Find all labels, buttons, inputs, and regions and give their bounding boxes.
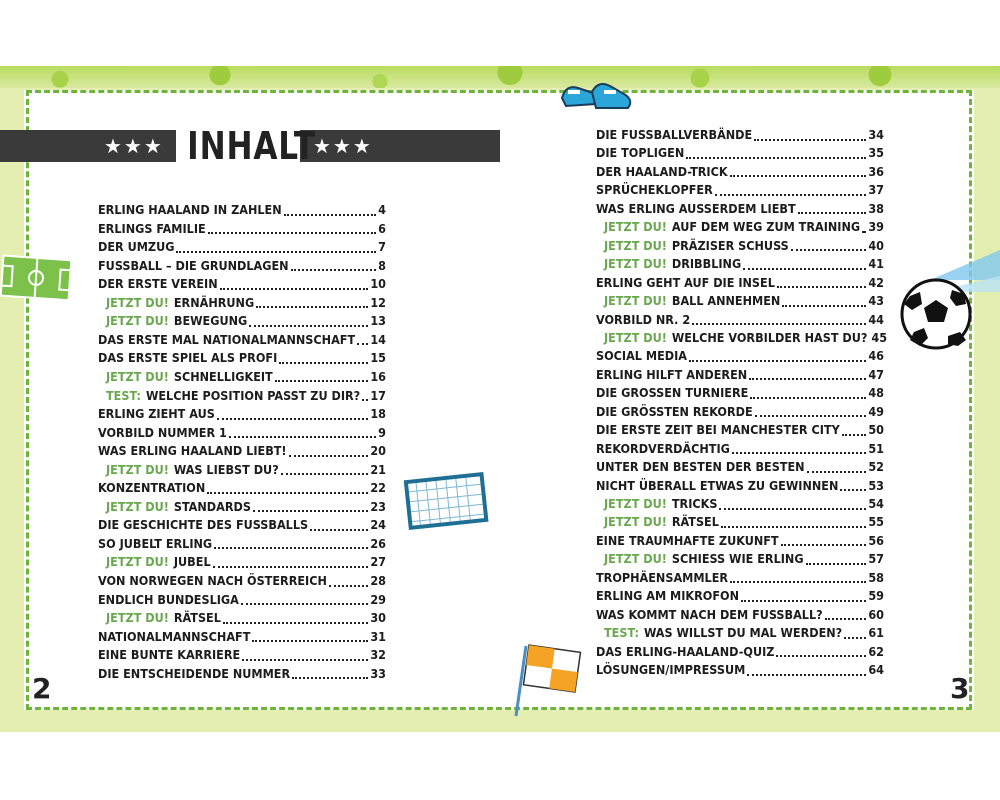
toc-entry-label: SO JUBELT ERLING <box>98 535 213 551</box>
toc-entry-label: DRIBBLING <box>671 256 742 272</box>
toc-entry-leader-dots <box>213 555 369 568</box>
toc-entry <box>596 421 884 439</box>
toc-entry-prefix: JETZT DU! <box>604 496 667 511</box>
toc-entry-page-number: 58 <box>868 569 884 585</box>
toc-entry <box>98 405 386 423</box>
toc-entry-page-number: 61 <box>868 625 884 641</box>
toc-entry-label: REKORDVERDÄCHTIG <box>596 440 730 456</box>
toc-entry-prefix: JETZT DU! <box>604 219 667 235</box>
toc-entry <box>596 274 884 292</box>
toc-entry-leader-dots <box>732 441 866 454</box>
toc-entry <box>596 200 884 218</box>
toc-entry-page-number: 57 <box>868 551 884 567</box>
toc-entry-label: DIE TOPLIGEN <box>596 145 685 161</box>
toc-entry <box>98 665 386 683</box>
toc-entry-leader-dots <box>755 404 867 417</box>
toc-entry-label: DER UMZUG <box>98 239 175 255</box>
toc-entry <box>106 461 386 479</box>
toc-entry-label: SCHNELLIGKEIT <box>173 368 273 384</box>
page-number-left: 2 <box>32 672 52 705</box>
toc-entry-page-number: 48 <box>868 385 884 401</box>
toc-entry-page-number: 4 <box>378 202 386 217</box>
toc-entry <box>106 387 386 405</box>
toc-entry-label: ENDLICH BUNDESLIGA <box>98 591 239 607</box>
toc-entry-label: RÄTSEL <box>671 514 719 530</box>
toc-entry-label: DAS ERSTE MAL NATIONALMANNSCHAFT <box>98 331 356 347</box>
toc-entry-label: TROPHÄENSAMMLER <box>596 569 729 585</box>
toc-entry <box>596 606 884 624</box>
toc-entry-page-number: 55 <box>868 514 884 530</box>
toc-entry-leader-dots <box>214 536 368 549</box>
toc-entry <box>106 294 386 312</box>
toc-entry-page-number: 44 <box>868 311 884 327</box>
toc-entry-page-number: 56 <box>868 532 884 548</box>
toc-entry <box>106 609 386 627</box>
toc-entry-page-number: 7 <box>378 239 386 255</box>
toc-entry-page-number: 29 <box>370 591 386 607</box>
toc-entry-prefix: JETZT DU! <box>604 514 667 530</box>
toc-entry-label: DIE GESCHICHTE DES FUSSBALLS <box>98 517 309 533</box>
toc-entry-leader-dots <box>743 257 866 270</box>
toc-entry-page-number: 35 <box>868 145 884 161</box>
toc-entry-page-number: 28 <box>370 573 386 588</box>
soccer-ball-icon <box>890 240 1000 360</box>
toc-entry <box>604 329 888 347</box>
toc-entry-leader-dots <box>249 314 368 327</box>
toc-entry-page-number: 6 <box>378 220 386 236</box>
toc-entry-page-number: 36 <box>868 163 884 179</box>
toc-entry-prefix: JETZT DU! <box>604 256 667 272</box>
toc-entry-prefix: JETZT DU! <box>604 551 667 567</box>
toc-entry-leader-dots <box>781 533 867 546</box>
toc-entry-label: BALL ANNEHMEN <box>671 293 781 309</box>
toc-entry-label: WELCHE VORBILDER HAST DU? <box>671 329 868 345</box>
toc-entry-label: JUBEL <box>173 554 211 570</box>
toc-entry-prefix: JETZT DU! <box>106 461 169 477</box>
toc-entry-leader-dots <box>176 240 376 253</box>
toc-entry-label: WAS ERLING HAALAND LIEBT! <box>98 443 287 459</box>
toc-entry-page-number: 51 <box>868 440 884 456</box>
toc-entry-label: RÄTSEL <box>173 610 221 626</box>
toc-entry <box>106 368 386 386</box>
toc-entry-page-number: 17 <box>370 387 386 403</box>
toc-entry <box>596 366 884 384</box>
toc-entry-leader-dots <box>741 589 866 602</box>
toc-entry-page-number: 47 <box>868 366 884 382</box>
toc-entry <box>98 572 386 590</box>
toc-entry <box>98 479 386 497</box>
toc-entry-page-number: 37 <box>868 182 884 198</box>
toc-entry-prefix: JETZT DU! <box>106 498 169 514</box>
toc-entry-page-number: 33 <box>370 665 386 681</box>
toc-entry <box>596 144 884 162</box>
toc-entry-leader-dots <box>754 128 866 141</box>
toc-entry <box>98 628 386 646</box>
toc-entry-prefix: JETZT DU! <box>604 293 667 309</box>
toc-entry-leader-dots <box>256 295 368 308</box>
toc-entry-label: SOCIAL MEDIA <box>596 348 687 364</box>
stars-left: ★★★ <box>104 134 164 158</box>
toc-entry-page-number: 16 <box>370 368 386 384</box>
toc-entry-label: SPRÜCHEKLOPFER <box>596 182 713 198</box>
toc-entry-prefix: JETZT DU! <box>604 237 667 253</box>
toc-entry <box>596 532 884 550</box>
toc-entry-prefix: JETZT DU! <box>106 368 169 384</box>
toc-entry-page-number: 23 <box>370 498 386 514</box>
toc-entry-leader-dots <box>220 277 369 290</box>
toc-entry-page-number: 62 <box>868 643 884 659</box>
toc-entry-page-number: 21 <box>370 461 386 477</box>
toc-entry-label: DIE ERSTE ZEIT BEI MANCHESTER CITY <box>596 422 840 438</box>
toc-entry-page-number: 27 <box>370 554 386 570</box>
toc-entry-page-number: 43 <box>868 293 884 309</box>
toc-entry-leader-dots <box>217 407 369 420</box>
toc-entry-label: VON NORWEGEN NACH ÖSTERREICH <box>98 573 327 588</box>
toc-entry-leader-dots <box>689 349 866 362</box>
toc-entry-leader-dots <box>750 386 866 399</box>
toc-entry-label: ERLING HAALAND IN ZAHLEN <box>98 202 282 217</box>
toc-entry-leader-dots <box>329 574 368 587</box>
toc-entry-page-number: 34 <box>868 127 884 142</box>
toc-entry <box>596 163 884 181</box>
toc-entry-page-number: 30 <box>370 610 386 626</box>
toc-entry-page-number: 8 <box>378 257 386 273</box>
toc-entry-page-number: 54 <box>868 496 884 511</box>
toc-entry-page-number: 60 <box>868 606 884 622</box>
toc-entry <box>98 516 386 534</box>
toc-entry-page-number: 41 <box>868 256 884 272</box>
toc-entry-leader-dots <box>310 518 368 531</box>
toc-entry-prefix: JETZT DU! <box>106 610 169 626</box>
football-boots-icon <box>556 70 636 118</box>
toc-entry-label: FUSSBALL – DIE GRUNDLAGEN <box>98 257 289 273</box>
toc-entry-page-number: 10 <box>370 276 386 292</box>
toc-entry <box>604 495 884 513</box>
football-pitch-icon <box>0 252 74 304</box>
toc-entry-page-number: 52 <box>868 459 884 475</box>
toc-entry <box>98 201 386 219</box>
toc-entry-leader-dots <box>229 425 376 438</box>
toc-entry-leader-dots <box>208 221 376 234</box>
toc-entry-leader-dots <box>777 275 866 288</box>
toc-entry-label: DIE GROSSEN TURNIERE <box>596 385 749 401</box>
toc-entry <box>604 292 884 310</box>
goal-icon <box>400 468 492 532</box>
toc-entry-page-number: 50 <box>868 422 884 438</box>
toc-entry <box>98 275 386 293</box>
toc-entry-label: WAS ERLING AUSSERDEM LIEBT <box>596 200 796 216</box>
toc-entry-label: TRICKS <box>671 496 718 511</box>
toc-entry-label: WAS LIEBST DU? <box>173 461 279 477</box>
toc-entry <box>98 331 386 349</box>
toc-entry <box>98 220 386 238</box>
toc-entry-page-number: 46 <box>868 348 884 364</box>
toc-entry-prefix: TEST: <box>604 625 639 641</box>
grass-border <box>0 66 1000 88</box>
toc-entry-label: WAS KOMMT NACH DEM FUSSBALL? <box>596 606 823 622</box>
toc-entry-page-number: 38 <box>868 200 884 216</box>
toc-entry-page-number: 53 <box>868 477 884 493</box>
toc-entry <box>604 255 884 273</box>
toc-entry-page-number: 40 <box>868 237 884 253</box>
toc-entry <box>106 498 386 516</box>
toc-entry <box>596 311 884 329</box>
toc-entry-label: LÖSUNGEN/IMPRESSUM <box>596 662 746 678</box>
toc-entry-leader-dots <box>825 607 867 620</box>
toc-entry-leader-dots <box>721 515 866 528</box>
toc-entry-label: NICHT ÜBERALL ETWAS ZU GEWINNEN <box>596 477 839 493</box>
toc-entry <box>604 218 884 236</box>
toc-entry <box>596 643 884 661</box>
toc-entry-label: BEWEGUNG <box>173 313 248 329</box>
toc-entry-label: DAS ERSTE SPIEL ALS PROFI <box>98 350 278 366</box>
toc-entry <box>596 661 884 679</box>
toc-entry-label: STANDARDS <box>173 498 251 514</box>
toc-entry-prefix: JETZT DU! <box>106 294 169 310</box>
toc-entry-label: DIE GRÖSSTEN REKORDE <box>596 403 753 419</box>
toc-entry-page-number: 18 <box>370 406 386 422</box>
toc-entry-label: NATIONALMANNSCHAFT <box>98 628 251 644</box>
toc-entry <box>98 257 386 275</box>
toc-entry-label: ERLING AM MIKROFON <box>596 588 740 604</box>
toc-entry-page-number: 42 <box>868 274 884 290</box>
toc-entry-prefix: JETZT DU! <box>106 554 169 570</box>
toc-entry-page-number: 12 <box>370 294 386 310</box>
toc-entry-leader-dots <box>782 294 866 307</box>
toc-entry-leader-dots <box>207 481 368 494</box>
toc-entry <box>98 591 386 609</box>
toc-entry-label: WAS WILLST DU MAL WERDEN? <box>643 625 843 641</box>
toc-entry-leader-dots <box>292 666 368 679</box>
toc-entry-label: WELCHE POSITION PASST ZU DIR? <box>145 387 361 403</box>
toc-entry <box>604 513 884 531</box>
toc-entry-page-number: 49 <box>868 403 884 419</box>
toc-entry <box>98 535 386 553</box>
toc-entry-label: DER ERSTE VEREIN <box>98 276 218 292</box>
toc-entry-page-number: 15 <box>370 350 386 366</box>
toc-entry-label: ERLING GEHT AUF DIE INSEL <box>596 274 775 290</box>
toc-entry-label: VORBILD NUMMER 1 <box>98 424 227 440</box>
toc-entry-leader-dots <box>692 312 866 325</box>
page-title: INHALT <box>187 124 316 168</box>
toc-entry <box>596 347 884 365</box>
toc-entry-leader-dots <box>284 203 377 216</box>
toc-entry-leader-dots <box>840 478 866 491</box>
toc-entry-page-number: 20 <box>370 443 386 459</box>
toc-entry-prefix: JETZT DU! <box>106 313 169 329</box>
toc-entry-leader-dots <box>747 663 866 676</box>
toc-entry-leader-dots <box>791 238 867 251</box>
toc-entry-label: EINE TRAUMHAFTE ZUKUNFT <box>596 532 779 548</box>
toc-entry-leader-dots <box>730 570 866 583</box>
toc-entry-leader-dots <box>362 388 368 401</box>
toc-entry-leader-dots <box>242 648 368 661</box>
toc-entry-leader-dots <box>862 220 866 233</box>
toc-entry-label: KONZENTRATION <box>98 480 206 496</box>
toc-entry <box>596 440 884 458</box>
toc-entry <box>596 384 884 402</box>
toc-entry-leader-dots <box>686 146 866 159</box>
toc-entry <box>604 550 884 568</box>
toc-entry-page-number: 32 <box>370 647 386 663</box>
toc-entry-label: SCHIESS WIE ERLING <box>671 551 804 567</box>
toc-entry-leader-dots <box>715 183 867 196</box>
toc-entry-page-number: 14 <box>370 331 386 347</box>
toc-entry-label: EINE BUNTE KARRIERE <box>98 647 241 663</box>
toc-entry <box>98 424 386 442</box>
toc-entry-label: DER HAALAND-TRICK <box>596 163 728 179</box>
toc-entry-leader-dots <box>749 367 866 380</box>
stars-right: ★★★ <box>313 134 373 158</box>
toc-entry <box>98 646 386 664</box>
toc-entry-prefix: TEST: <box>106 387 141 403</box>
toc-entry-prefix: JETZT DU! <box>604 329 667 345</box>
toc-entry-label: ERLING ZIEHT AUS <box>98 406 215 422</box>
toc-entry <box>596 181 884 199</box>
corner-flag-icon <box>508 640 588 720</box>
toc-entry-leader-dots <box>776 644 866 657</box>
toc-entry-leader-dots <box>357 332 368 345</box>
toc-entry <box>98 442 386 460</box>
toc-entry <box>106 312 386 330</box>
toc-entry-leader-dots <box>842 423 867 436</box>
toc-entry <box>604 237 884 255</box>
toc-entry-leader-dots <box>289 444 369 457</box>
toc-entry-leader-dots <box>281 462 369 475</box>
toc-entry-label: ERNÄHRUNG <box>173 294 255 310</box>
toc-entry-label: VORBILD NR. 2 <box>596 311 691 327</box>
toc-entry-label: DIE FUSSBALLVERBÄNDE <box>596 127 753 142</box>
toc-entry-page-number: 26 <box>370 535 386 551</box>
toc-entry-leader-dots <box>798 201 867 214</box>
toc-entry-leader-dots <box>275 369 369 382</box>
toc-entry-label: DIE ENTSCHEIDENDE NUMMER <box>98 665 291 681</box>
toc-entry-leader-dots <box>253 499 368 512</box>
toc-entry-page-number: 13 <box>370 313 386 329</box>
toc-entry-leader-dots <box>806 552 867 565</box>
page-number-right: 3 <box>950 672 970 705</box>
toc-entry-page-number: 24 <box>370 517 386 533</box>
toc-entry-leader-dots <box>223 611 368 624</box>
toc-entry <box>106 553 386 571</box>
toc-entry-leader-dots <box>241 592 368 605</box>
toc-entry-label: UNTER DEN BESTEN DER BESTEN <box>596 459 805 475</box>
toc-entry-page-number: 45 <box>871 329 888 345</box>
toc-entry-leader-dots <box>730 164 867 177</box>
toc-entry-label: ERLING HILFT ANDEREN <box>596 366 748 382</box>
toc-entry-label: ERLINGS FAMILIE <box>98 220 206 236</box>
toc-entry <box>98 349 386 367</box>
toc-entry-leader-dots <box>807 460 867 473</box>
toc-entry <box>596 569 884 587</box>
toc-entry-page-number: 59 <box>868 588 884 604</box>
toc-entry <box>596 126 884 144</box>
toc-entry-page-number: 9 <box>378 424 386 440</box>
toc-entry <box>596 458 884 476</box>
toc-entry-leader-dots <box>279 351 368 364</box>
toc-entry-label: PRÄZISER SCHUSS <box>671 237 789 253</box>
toc-entry <box>596 587 884 605</box>
toc-entry-label: AUF DEM WEG ZUM TRAINING <box>671 219 861 235</box>
toc-entry-page-number: 22 <box>370 480 386 496</box>
toc-entry-label: DAS ERLING-HAALAND-QUIZ <box>596 643 775 659</box>
toc-entry-leader-dots <box>291 258 377 271</box>
toc-entry <box>596 477 884 495</box>
toc-entry-leader-dots <box>252 629 368 642</box>
toc-entry-page-number: 31 <box>370 628 386 644</box>
toc-entry-leader-dots <box>719 497 866 510</box>
toc-entry-page-number: 64 <box>868 662 884 678</box>
toc-entry-page-number: 39 <box>868 219 884 235</box>
toc-entry <box>604 624 884 642</box>
toc-entry-leader-dots <box>844 626 866 639</box>
toc-entry <box>596 403 884 421</box>
toc-entry <box>98 238 386 256</box>
